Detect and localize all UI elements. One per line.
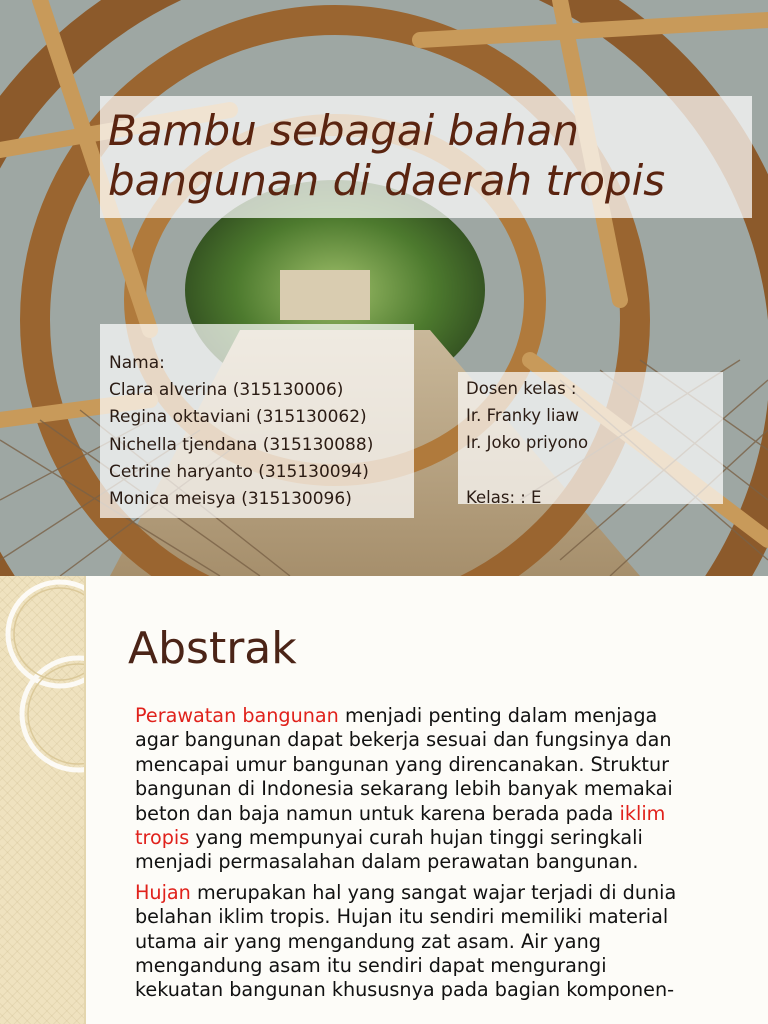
text-run: mencapai umur bangunan yang direncanakan. Struktur — [135, 752, 669, 776]
lecturer-name: Ir. Franky liaw — [466, 406, 580, 426]
abstract-body — [135, 704, 745, 1009]
highlight-term: iklim — [619, 801, 666, 825]
paragraph-2 — [135, 881, 745, 1003]
abstract-heading: Abstrak — [128, 623, 297, 674]
divider — [84, 576, 86, 1024]
spacer — [466, 457, 723, 484]
text-run: merupakan hal yang sangat wajar terjadi di dunia — [190, 880, 677, 904]
decorative-circles — [0, 576, 84, 1024]
text-run: utama air yang mengandung zat asam. Air yang — [135, 929, 601, 953]
text-run: agar bangunan dapat bekerja sesuai dan fungsinya dan — [135, 728, 672, 752]
member-name: Monica meisya (315130096) — [109, 489, 352, 510]
paragraph-1 — [135, 704, 745, 875]
text-run: belahan iklim tropis. Hujan itu sendiri memiliki material — [135, 905, 669, 929]
text-run: beton dan baja namun untuk karena berada pada — [135, 801, 620, 825]
class-label: Kelas: : E — [466, 487, 542, 507]
slide-title-line-2: bangunan di daerah tropis — [108, 156, 666, 205]
title-box — [100, 96, 752, 218]
abstract-slide — [0, 576, 768, 1024]
text-run: menjadi permasalahan dalam perawatan bangunan. — [135, 850, 639, 874]
member-name: Regina oktaviani (315130062) — [109, 407, 367, 428]
text-run: yang mempunyai curah hujan tinggi seringkali — [189, 826, 643, 850]
text-run: bangunan di Indonesia sekarang lebih banyak memakai — [135, 777, 673, 801]
slide-title-line-1: Bambu sebagai bahan — [108, 106, 580, 155]
lecturer-name: Ir. Joko priyono — [466, 433, 589, 453]
highlight-term: Perawatan bangunan — [135, 704, 339, 727]
lecturer-box — [458, 372, 723, 507]
highlight-term: tropis — [135, 826, 190, 850]
members-label: Nama: — [109, 353, 165, 373]
lecturer-label: Dosen kelas : — [466, 379, 577, 398]
text-run: kekuatan bangunan khususnya pada bagian komponen- — [135, 978, 675, 1002]
text-run: mengandung asam itu sendiri dapat mengurangi — [135, 954, 607, 978]
members-box — [100, 324, 414, 518]
highlight-term: Hujan — [135, 880, 191, 904]
text-run: menjadi penting dalam menjaga — [338, 704, 658, 727]
member-name: Clara alverina (315130006) — [109, 380, 344, 401]
member-name: Cetrine haryanto (315130094) — [109, 461, 369, 482]
member-name: Nichella tjendana (315130088) — [109, 434, 374, 455]
